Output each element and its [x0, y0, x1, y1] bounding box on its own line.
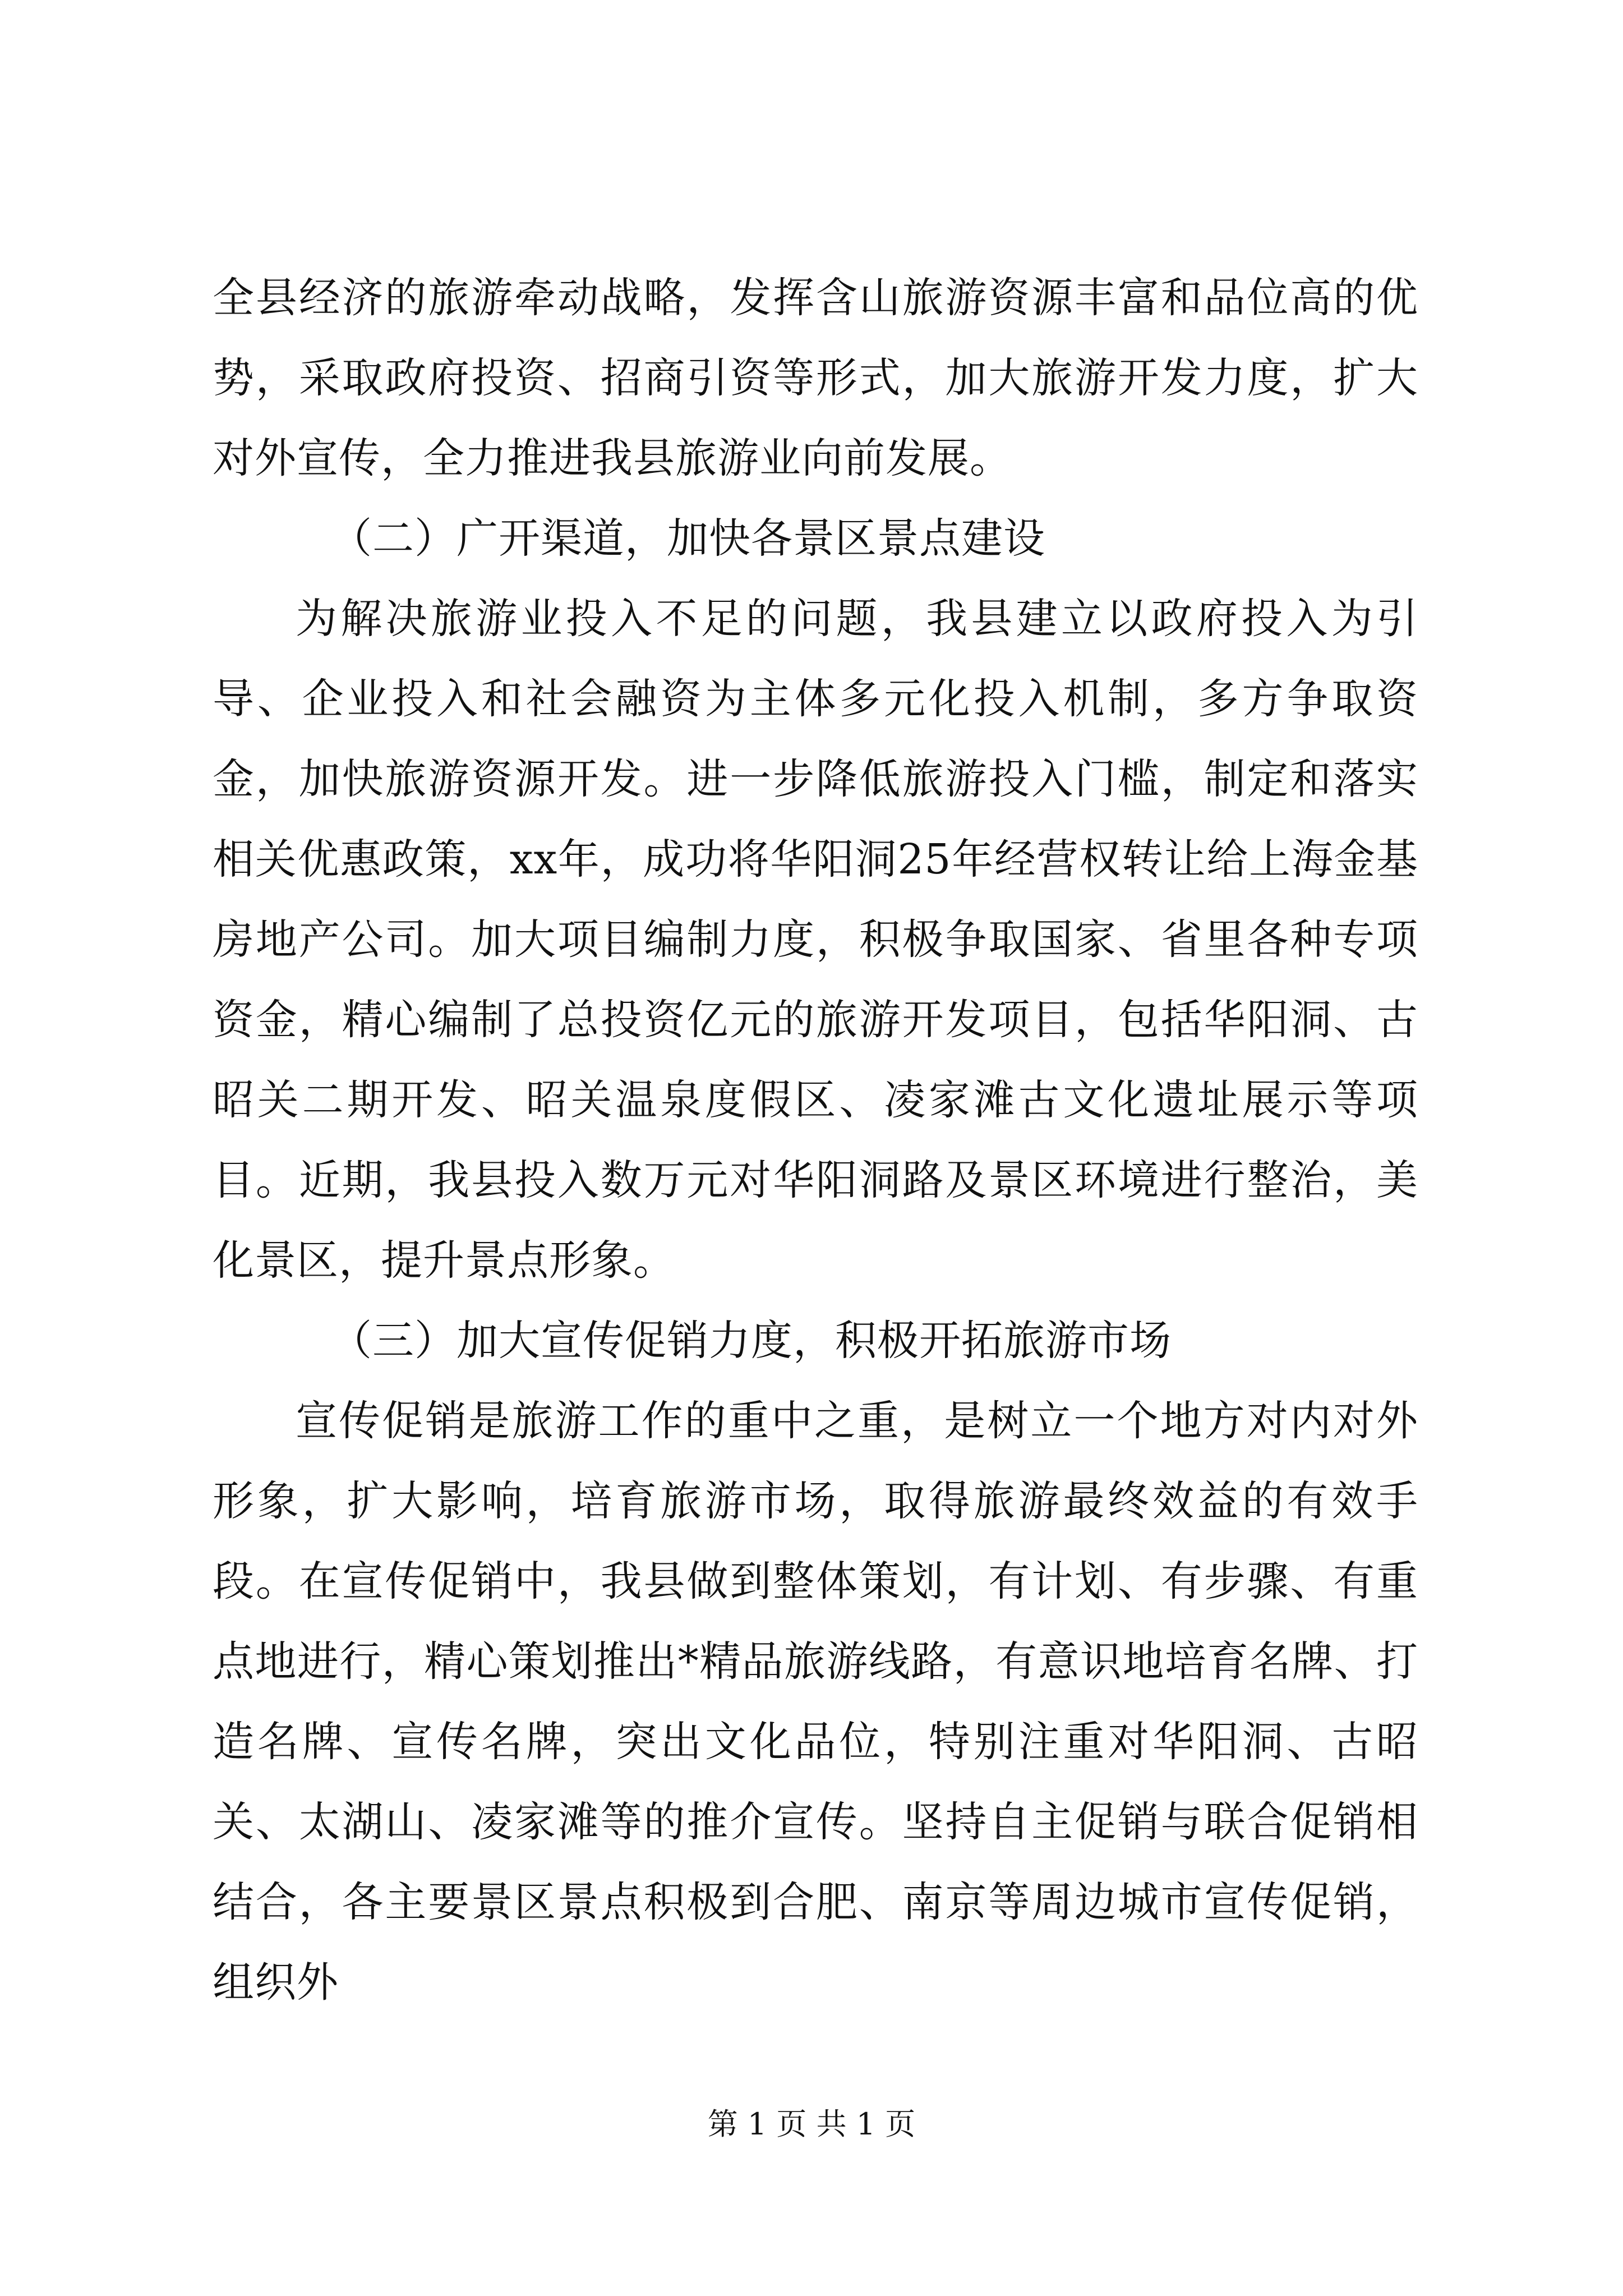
section-heading-3: （三）加大宣传促销力度，积极开拓旅游市场 [330, 1317, 1172, 1365]
paragraph-section-3: 宣传促销是旅游工作的重中之重，是树立一个地方对内对外形象，扩大影响，培育旅游市场，取得旅游最终效益的有效手段。在宣传促销中，我县做到整体策划，有计划、有步骤、有重点地进行，精心策划推出*精品旅游线路，有意识地培育名牌、打造名牌、宣传名牌，突出文化品位，特别注重对华阳洞、古昭关、太湖山、凌家滩等的推介宣传。坚持自主促销与联合促销相结合，各主要景区景点积极到合肥、南京等周边城市宣传促销，组织外 [213, 1397, 1418, 2007]
page-footer: 第 1 页 共 1 页 [707, 2106, 916, 2142]
paragraph-continued: 全县经济的旅游牵动战略，发挥含山旅游资源丰富和品位高的优势，采取政府投资、招商引资等形式，加大旅游开发力度，扩大对外宣传，全力推进我县旅游业向前发展。 [213, 274, 1418, 482]
section-heading-2: （二）广开渠道，加快各景区景点建设 [330, 514, 1045, 563]
document-body [213, 258, 1418, 2023]
paragraph-section-2: 为解决旅游业投入不足的问题，我县建立以政府投入为引导、企业投入和社会融资为主体多元化投入机制，多方争取资金，加快旅游资源开发。进一步降低旅游投入门槛，制定和落实相关优惠政策，xx年，成功将华阳洞25年经营权转让给上海金基房地产公司。加大项目编制力度，积极争取国家、省里各种专项资金，精心编制了总投资亿元的旅游开发项目，包括华阳洞、古昭关二期开发、昭关温泉度假区、凌家滩古文化遗址展示等项目。近期，我县投入数万元对华阳洞路及景区环境进行整治，美化景区，提升景点形象。 [213, 595, 1418, 1285]
